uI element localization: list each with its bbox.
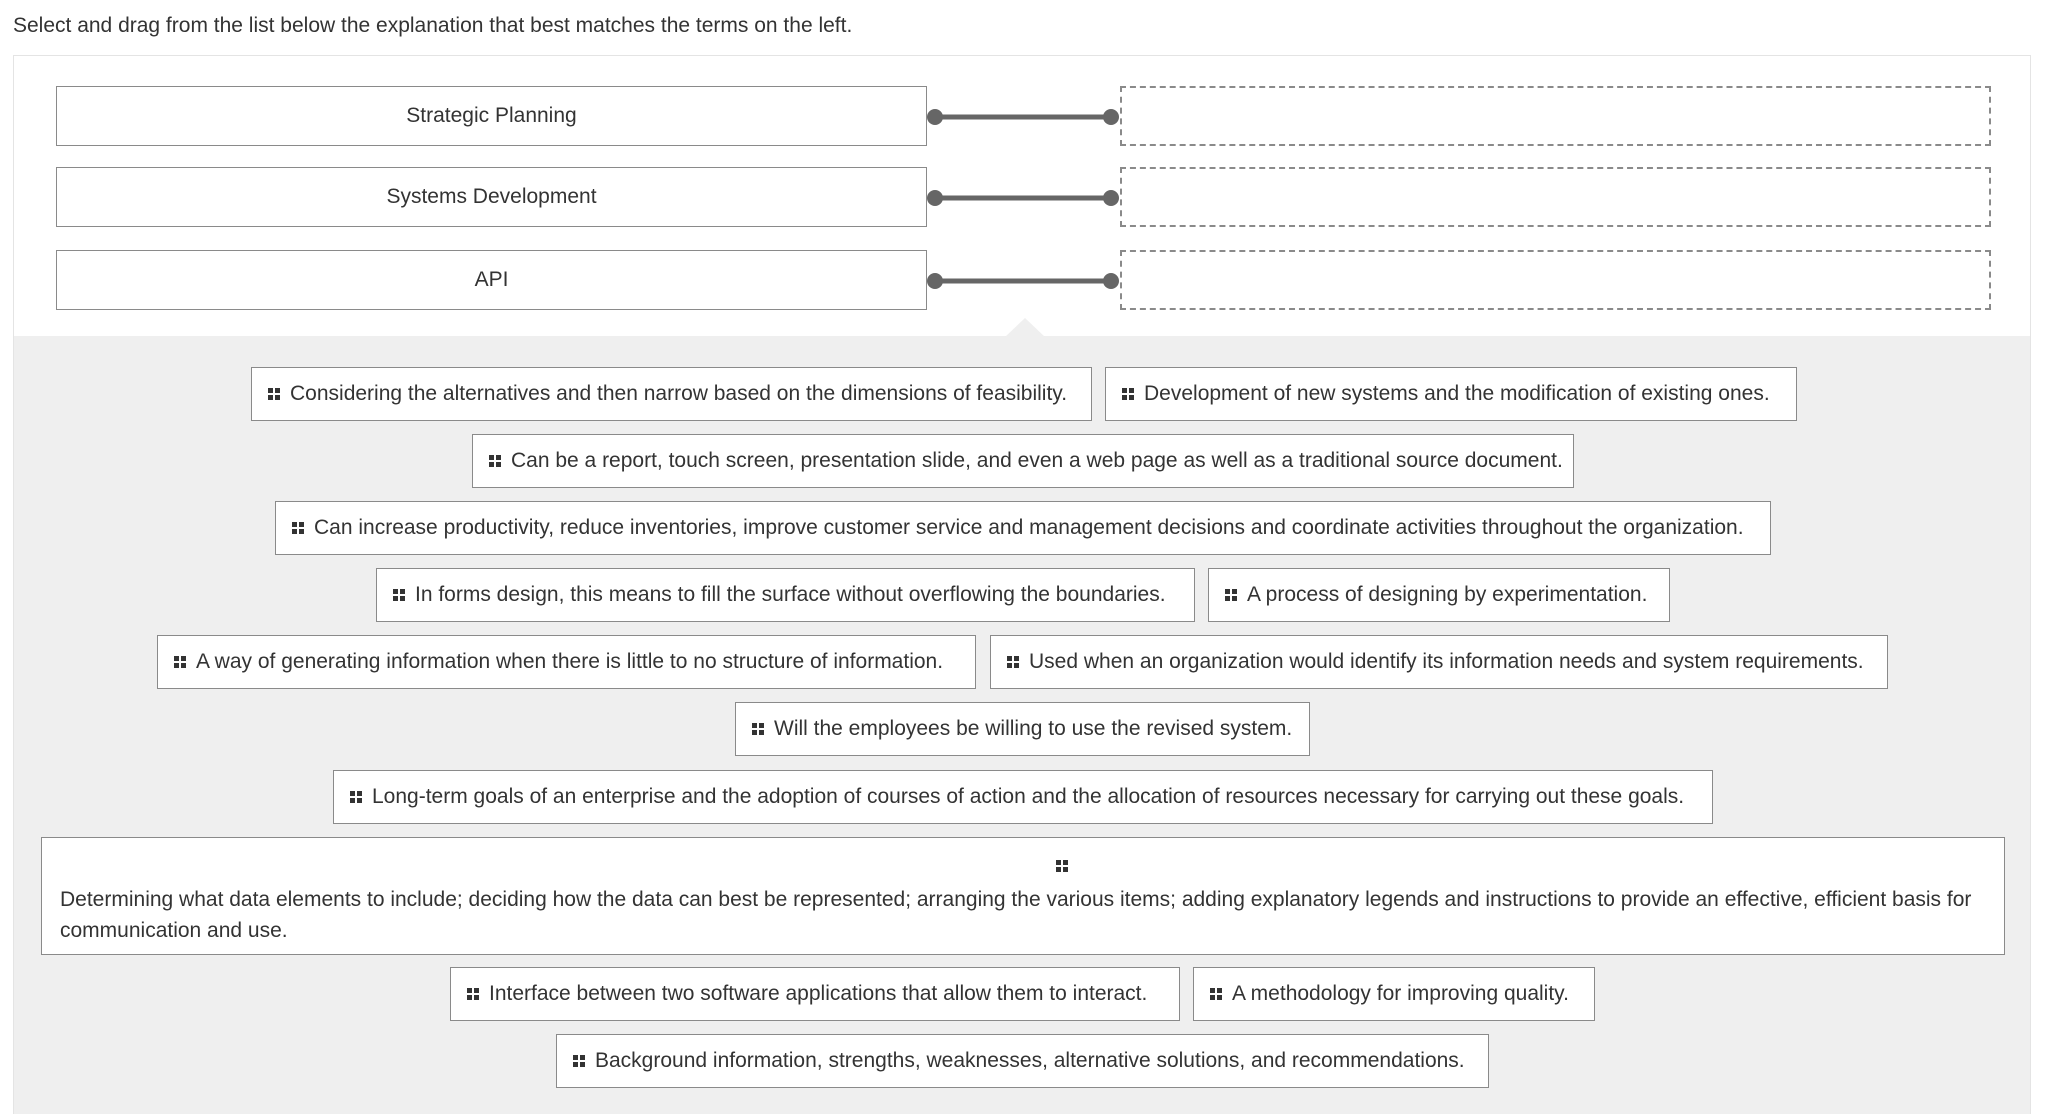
drag-handle-icon (393, 589, 405, 601)
draggable-option[interactable] (1193, 967, 1595, 1021)
drop-zone-api[interactable] (1120, 250, 1991, 310)
term-strategic-planning (56, 86, 927, 146)
draggable-option[interactable] (333, 770, 1713, 824)
draggable-option[interactable] (472, 434, 1574, 488)
draggable-option[interactable] (41, 837, 2005, 955)
option-text: Can increase productivity, reduce inventories, improve customer service and management decisions and coordinate activities throughout the organization. (314, 516, 1744, 539)
drop-zone-systems-development[interactable] (1120, 167, 1991, 227)
term-label: Strategic Planning (406, 104, 577, 127)
drag-handle-icon (1210, 988, 1222, 1000)
option-text: Background information, strengths, weaknesses, alternative solutions, and recommendations. (595, 1049, 1465, 1072)
draggable-option[interactable] (1208, 568, 1670, 622)
option-text: Long-term goals of an enterprise and the adoption of courses of action and the allocation of resources necessary for carrying out these goals. (372, 785, 1685, 808)
draggable-option[interactable] (275, 501, 1771, 555)
option-text: A methodology for improving quality. (1232, 982, 1569, 1005)
term-label: API (474, 268, 509, 291)
connector-line (927, 273, 1119, 289)
draggable-option[interactable] (1105, 367, 1797, 421)
term-api (56, 250, 927, 310)
drag-handle-icon (174, 656, 186, 668)
drag-handle-icon (268, 388, 280, 400)
option-text: A process of designing by experimentation. (1247, 583, 1648, 606)
option-text: In forms design, this means to fill the surface without overflowing the boundaries. (415, 583, 1166, 606)
pool-pointer (1005, 318, 1045, 337)
draggable-option[interactable] (450, 967, 1180, 1021)
draggable-option[interactable] (376, 568, 1195, 622)
term-systems-development (56, 167, 927, 227)
drop-zone-strategic-planning[interactable] (1120, 86, 1991, 146)
option-text: Can be a report, touch screen, presentation slide, and even a web page as well as a traditional source document. (511, 449, 1563, 472)
draggable-option[interactable] (251, 367, 1092, 421)
option-text: Interface between two software applications that allow them to interact. (489, 982, 1148, 1005)
option-text: A way of generating information when there is little to no structure of information. (196, 650, 944, 673)
instruction-text: Select and drag from the list below the explanation that best matches the terms on the left. (13, 14, 853, 37)
drag-handle-icon (1122, 388, 1134, 400)
draggable-option[interactable] (735, 702, 1310, 756)
connector-line (927, 109, 1119, 125)
option-text: Used when an organization would identify its information needs and system requirements. (1029, 650, 1864, 673)
drag-handle-icon (292, 522, 304, 534)
drag-handle-icon (489, 455, 501, 467)
option-text: Will the employees be willing to use the revised system. (774, 717, 1293, 740)
drag-handle-icon (1007, 656, 1019, 668)
drag-handle-icon (467, 988, 479, 1000)
drag-handle-icon (573, 1055, 585, 1067)
drag-handle-icon (752, 723, 764, 735)
drag-handle-icon (1225, 589, 1237, 601)
drag-handle-icon (1056, 860, 1068, 872)
connector-line (927, 190, 1119, 206)
option-text: Development of new systems and the modification of existing ones. (1144, 382, 1770, 405)
draggable-option[interactable] (990, 635, 1888, 689)
option-text: Considering the alternatives and then narrow based on the dimensions of feasibility. (290, 382, 1068, 405)
option-text: Determining what data elements to include; deciding how the data can best be represented; arranging the various items; adding explanatory legends and instructions to provide an effective, efficient basis for communication and use. (60, 888, 1972, 942)
draggable-option[interactable] (157, 635, 976, 689)
drag-handle-icon (350, 791, 362, 803)
term-label: Systems Development (386, 185, 597, 208)
draggable-option[interactable] (556, 1034, 1489, 1088)
